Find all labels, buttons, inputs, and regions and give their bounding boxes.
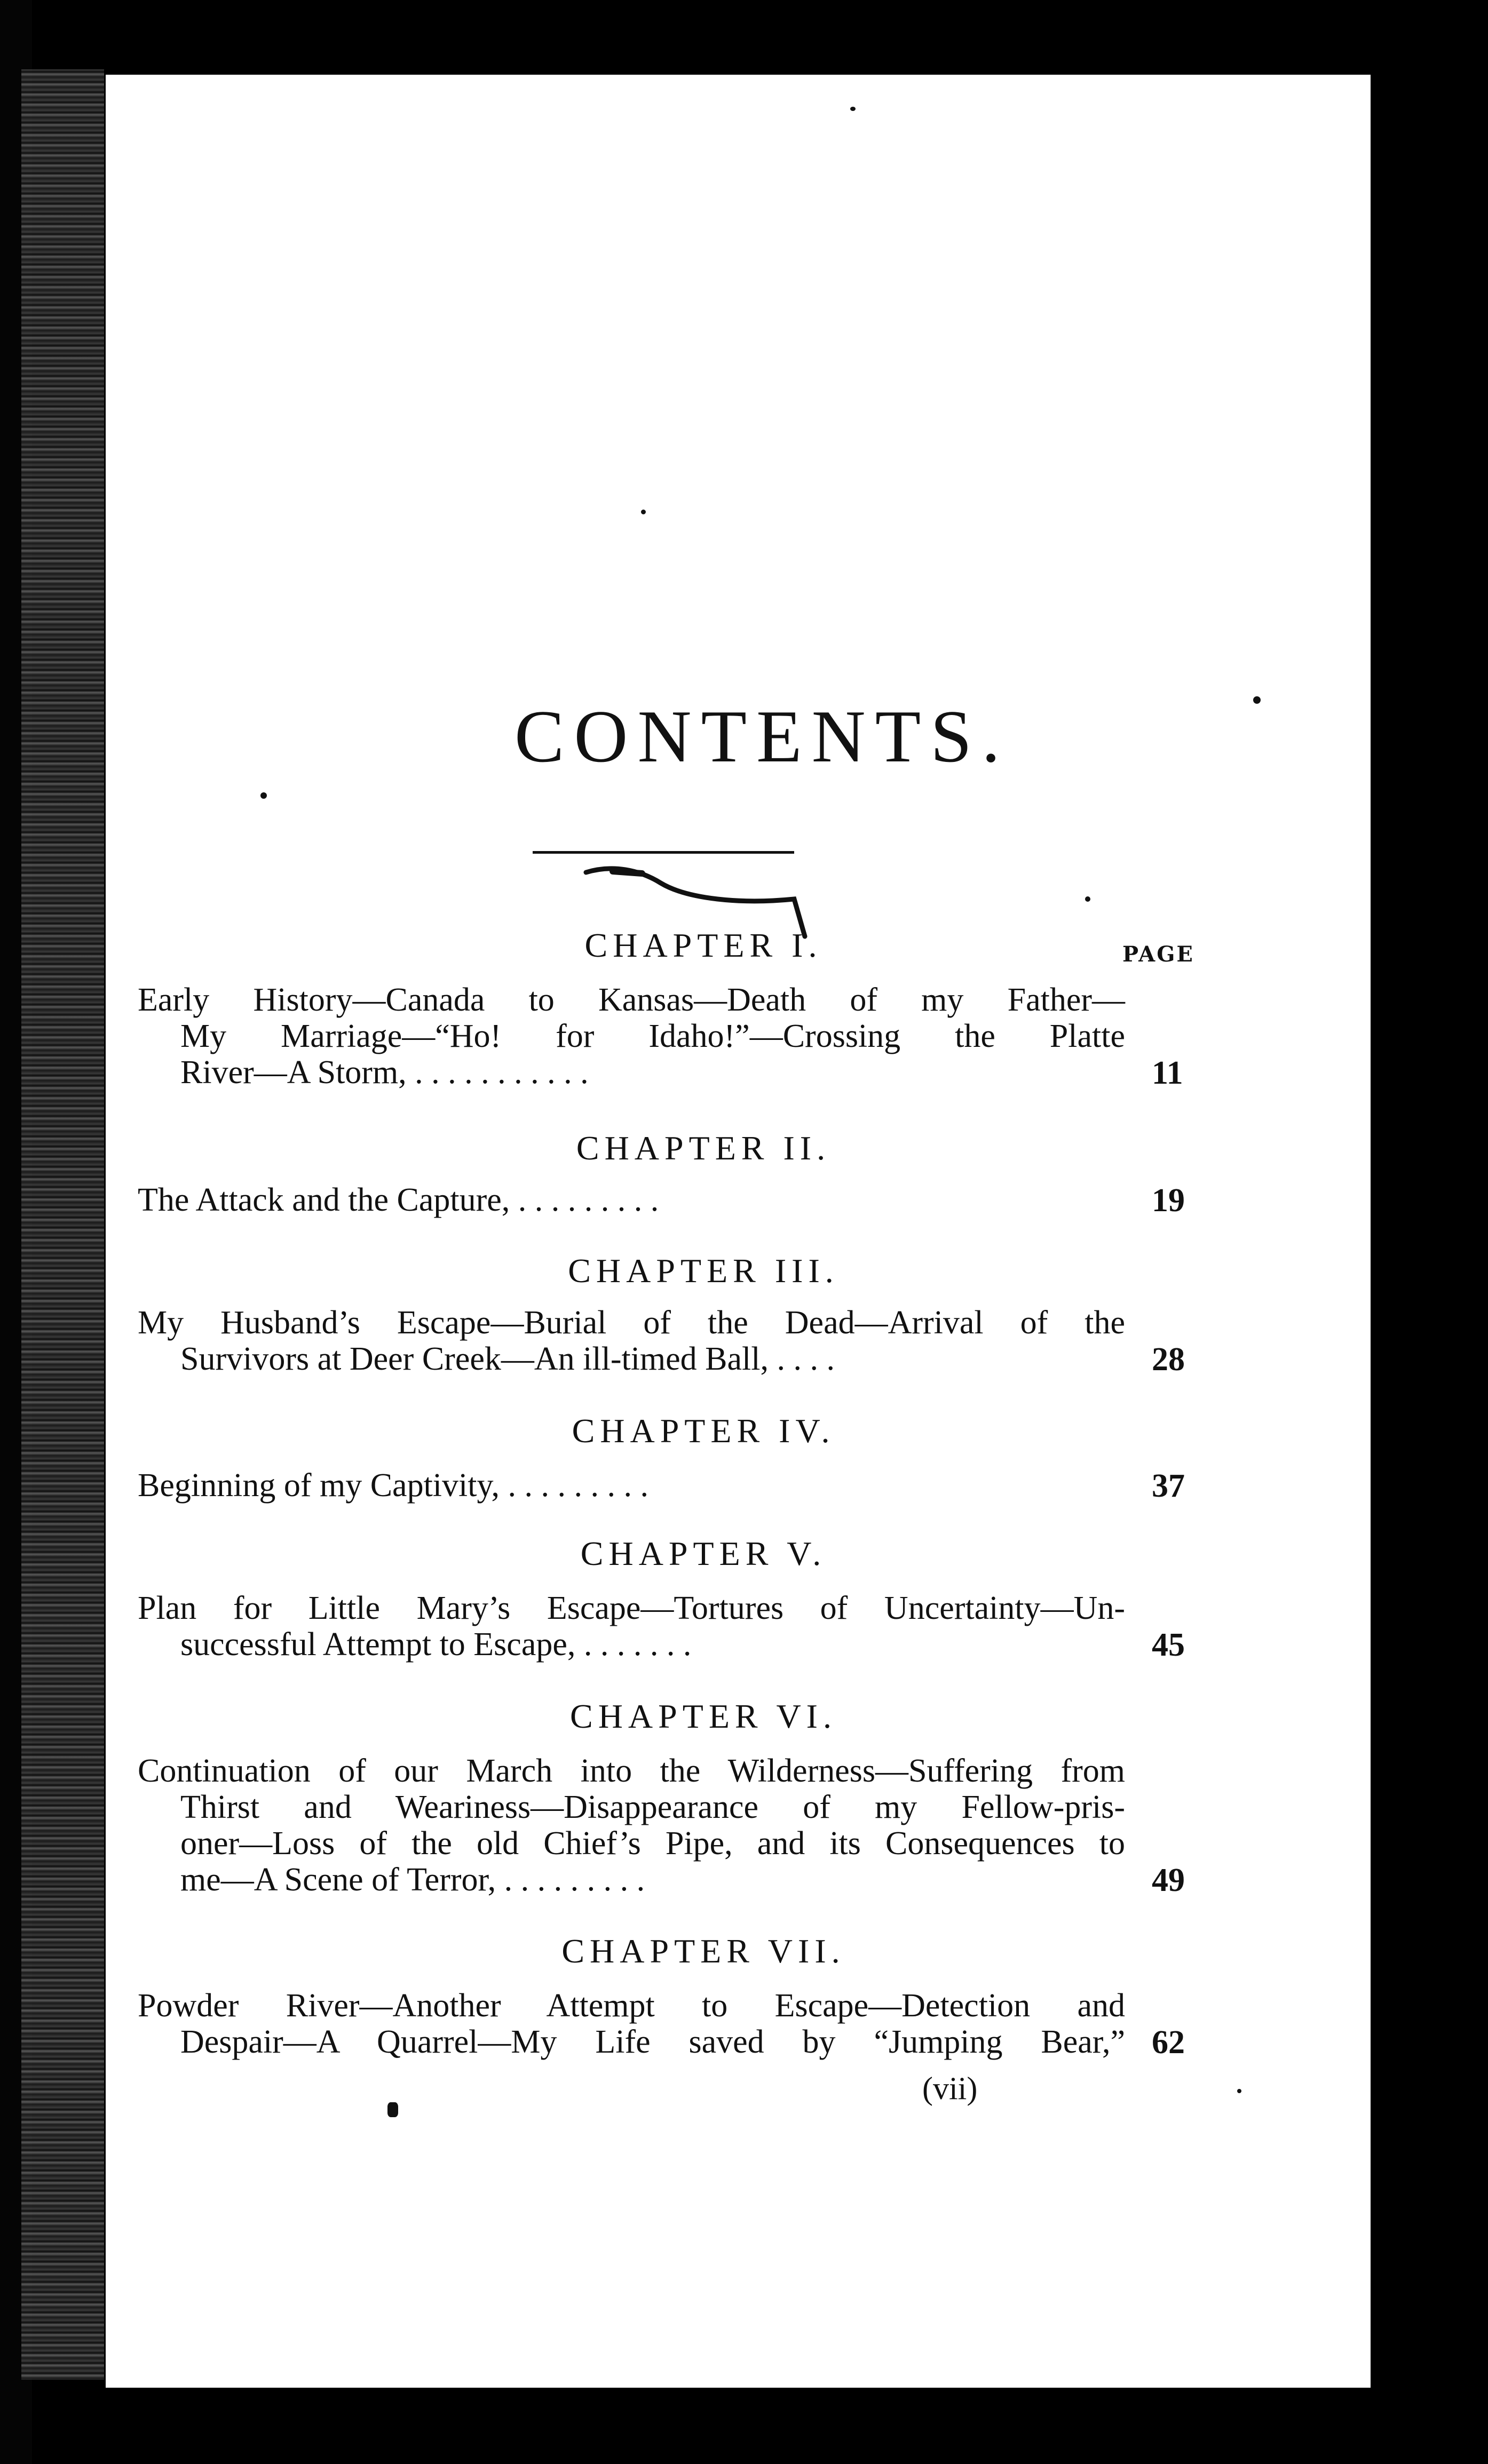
scan-speck [850,107,856,111]
summary-line: successful Attempt to Escape, . . . . . . . [180,1626,692,1663]
contents-page [106,75,1371,2388]
chapter-summary [138,1467,1125,1504]
scan-speck [260,792,267,799]
page-column-label: PAGE [1122,942,1194,967]
page-number: 19 [1152,1182,1185,1219]
chapter-heading: CHAPTER VI. [570,1697,837,1735]
chapter-heading: CHAPTER V. [580,1535,827,1572]
summary-line: Survivors at Deer Creek—An ill-timed Ball, . . . . [180,1341,835,1377]
chapter-heading: CHAPTER III. [568,1252,839,1290]
summary-line: River—A Storm, . . . . . . . . . . . [180,1054,589,1091]
summary-line: Early History—Canada to Kansas—Death of my Father— [138,982,1125,1018]
page-title: CONTENTS. [514,695,1010,778]
chapter-summary [138,1182,1125,1218]
summary-line: Powder River—Another Attempt to Escape—Detection and [138,1988,1125,2024]
scan-speck [1237,2089,1241,2093]
summary-line: The Attack and the Capture, . . . . . . . . . [138,1182,659,1218]
page-number: 28 [1152,1341,1185,1378]
page-number: 45 [1152,1627,1185,1663]
scan-speck [1085,896,1090,902]
summary-line: Continuation of our March into the Wilderness—Suffering from [138,1753,1125,1789]
chapter-heading: CHAPTER VII. [561,1932,845,1970]
scan-speck [1253,696,1261,704]
chapter-summary [138,1753,1125,1898]
chapter-heading: CHAPTER I. [584,926,822,964]
chapter-summary [138,982,1125,1091]
summary-line: Despair—A Quarrel—My Life saved by “Jumping Bear,” [180,2024,1125,2060]
summary-line: me—A Scene of Terror, . . . . . . . . . [180,1862,645,1898]
chapter-summary [138,1305,1125,1377]
folio-number: (vii) [922,2071,978,2106]
page-number: 11 [1152,1055,1183,1091]
summary-line: oner—Loss of the old Chief’s Pipe, and its Consequences to [180,1825,1125,1862]
summary-line: Thirst and Weariness—Disappearance of my Fellow-pris- [180,1789,1125,1825]
page-number: 37 [1152,1468,1185,1504]
title-rule [533,851,794,854]
book-page-edges [21,69,104,2380]
summary-line: Beginning of my Captivity, . . . . . . . . . [138,1467,648,1504]
scan-speck [641,510,646,514]
chapter-summary [138,1988,1125,2060]
page-number: 49 [1152,1862,1185,1898]
page-number: 62 [1152,2024,1185,2061]
chapter-summary [138,1590,1125,1663]
summary-line: My Marriage—“Ho! for Idaho!”—Crossing the Platte [180,1018,1125,1054]
scan-speck [387,2102,398,2117]
summary-line: Plan for Little Mary’s Escape—Tortures of Uncertainty—Un- [138,1590,1125,1626]
summary-line: My Husband’s Escape—Burial of the Dead—Arrival of the [138,1305,1125,1341]
chapter-heading: CHAPTER II. [576,1129,831,1167]
chapter-heading: CHAPTER IV. [572,1412,835,1450]
